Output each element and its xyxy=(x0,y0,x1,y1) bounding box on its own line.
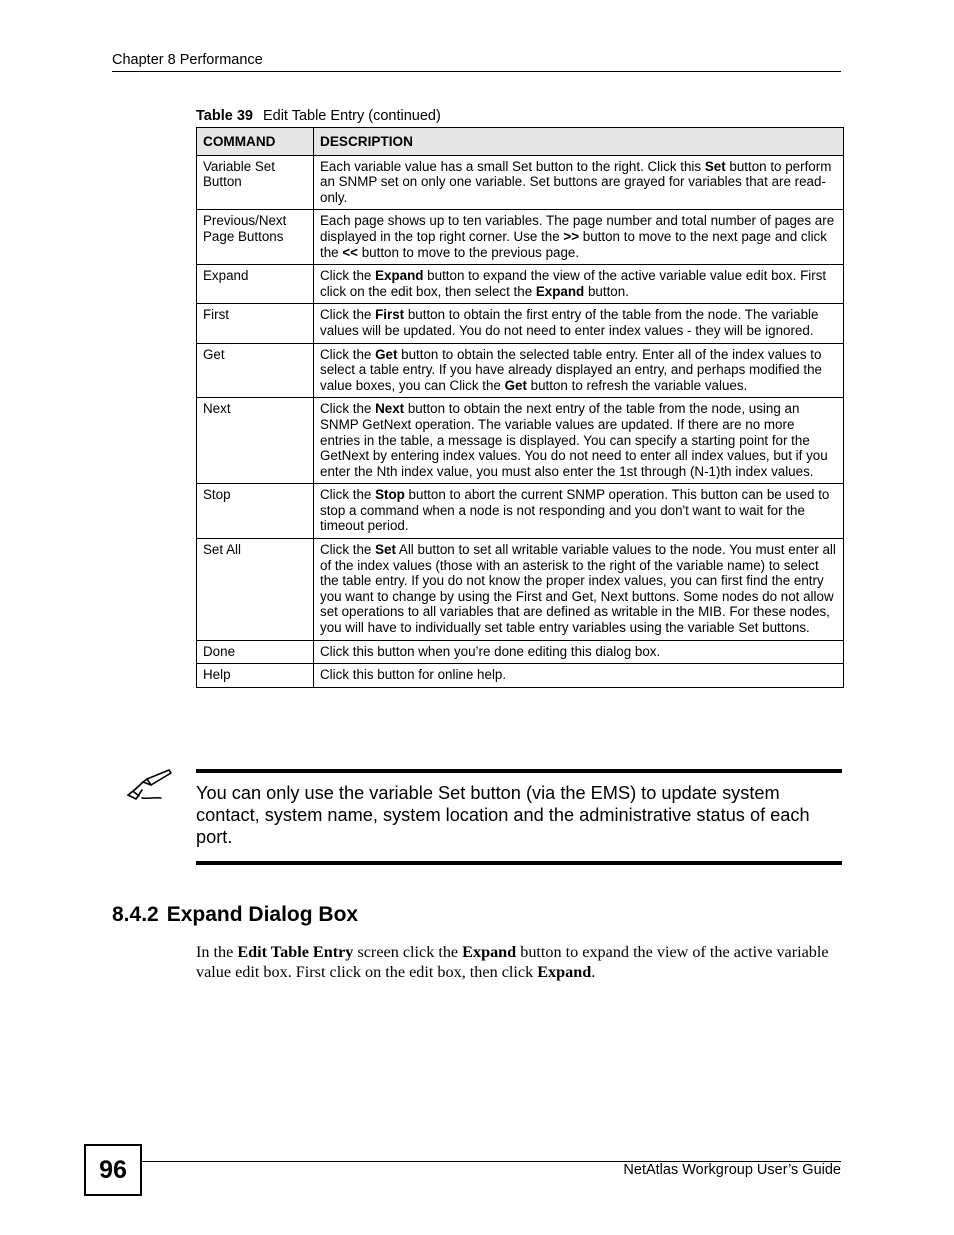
bold-run: Set xyxy=(704,158,726,174)
description-cell xyxy=(314,664,844,688)
text-run: button to obtain the first entry of the table from the node. The variable values will be updated. You do not need to enter index values - they will be ignored. xyxy=(320,307,819,338)
text-run: button to obtain the next entry of the table from the node, using an SNMP GetNext operation. The variable values are updated. If there are no more entries in the table, a message is displayed. You can specify a starting point for the GetNext by entering index values. You do not need to enter all index values, but if you enter the Nth index value, you must also enter the 1st through (N-1)th index values. xyxy=(320,401,828,479)
text-run: Click the xyxy=(320,268,376,284)
text-run: button. xyxy=(584,283,629,299)
bold-run: Next xyxy=(375,401,405,417)
text-run: Click the xyxy=(320,542,376,558)
text-run: Click this button when you’re done editing this dialog box. xyxy=(320,643,661,659)
text-run: button to obtain the selected table entry. Enter all of the index values to select a table entry. If you have already displayed an entry, and perhaps modified the value boxes, you can Click the xyxy=(320,346,822,393)
table-row xyxy=(197,398,844,484)
table-row xyxy=(197,343,844,398)
table-row xyxy=(197,484,844,539)
text-run: button to expand the view of the active variable value edit box. First click on the edit box, then click xyxy=(196,943,829,981)
text-run: Each variable value has a small Set button to the right. Click this xyxy=(320,158,705,174)
text-run: button to move to the previous page. xyxy=(357,244,580,260)
text-run: Click this button for online help. xyxy=(320,667,507,683)
text-run: In the xyxy=(196,943,238,961)
command-cell: Expand xyxy=(197,265,314,304)
footer-guide-title: NetAtlas Workgroup User’s Guide xyxy=(623,1162,841,1178)
section-number: 8.4.2 xyxy=(112,903,159,926)
text-run: All button to set all writable variable values to the node. You must enter all of the index values (those with an asterisk to the right of the variable name) to select the table entry. If you do not know the proper index values, you can first find the entry you want to change by using the First and Get, Next buttons. Some nodes do not allow set operations to all variables that are defined as writable in the MIB. For these nodes, you will have to individually set table entry variables using the variable Set buttons. xyxy=(320,542,836,636)
bold-run: First xyxy=(375,307,405,323)
column-header-description: DESCRIPTION xyxy=(314,128,844,156)
description-cell xyxy=(314,539,844,641)
table-row xyxy=(197,539,844,641)
bold-run: Stop xyxy=(375,487,405,503)
description-cell xyxy=(314,304,844,343)
description-cell xyxy=(314,640,844,664)
note-top-rule xyxy=(196,769,842,773)
table-row xyxy=(197,210,844,265)
bold-run: Get xyxy=(504,377,527,393)
note-text: You can only use the variable Set button (via the EMS) to update system contact, system name, system location and the administrative status of each port. xyxy=(196,783,810,847)
table-row xyxy=(197,664,844,688)
note-pencil-icon xyxy=(125,768,173,802)
table-row xyxy=(197,640,844,664)
description-cell xyxy=(314,398,844,484)
table-body xyxy=(197,155,844,687)
command-cell: Stop xyxy=(197,484,314,539)
text-run: Click the xyxy=(320,307,376,323)
table-header-row xyxy=(197,128,844,156)
command-cell: First xyxy=(197,304,314,343)
text-run: Click the xyxy=(320,346,376,362)
bold-run: Get xyxy=(375,346,398,362)
bold-run: Edit Table Entry xyxy=(237,943,354,961)
text-run: button to abort the current SNMP operation. This button can be used to stop a command when a node is not responding and you don't want to wait for the timeout period. xyxy=(320,487,830,534)
command-cell: Previous/Next Page Buttons xyxy=(197,210,314,265)
page-number: 96 xyxy=(99,1155,127,1184)
table-caption-label: Table 39 xyxy=(196,108,253,124)
bold-run: Expand xyxy=(375,268,424,284)
text-run: button to perform an SNMP set on only one variable. Set buttons are grayed for variables that are read-only. xyxy=(320,158,832,205)
table-row xyxy=(197,265,844,304)
text-run: button to refresh the variable values. xyxy=(526,377,748,393)
command-cell: Done xyxy=(197,640,314,664)
command-cell: Set All xyxy=(197,539,314,641)
table-caption xyxy=(196,108,441,124)
description-cell xyxy=(314,484,844,539)
text-run: Each page shows up to ten variables. The page number and total number of pages are displayed in the top right corner. Use the xyxy=(320,213,835,244)
header-divider xyxy=(112,71,841,72)
text-run: button to move to the next page and click the xyxy=(320,228,827,260)
description-cell xyxy=(314,155,844,210)
bold-run: Expand xyxy=(537,963,592,981)
description-cell xyxy=(314,210,844,265)
description-cell xyxy=(314,265,844,304)
bold-run: << xyxy=(342,244,358,260)
text-run: . xyxy=(591,963,596,981)
note-bottom-rule xyxy=(196,861,842,865)
section-paragraph xyxy=(196,942,836,982)
text-run: Click the xyxy=(320,401,376,417)
command-cell: Help xyxy=(197,664,314,688)
command-cell: Get xyxy=(197,343,314,398)
command-cell: Variable Set Button xyxy=(197,155,314,210)
table-row xyxy=(197,155,844,210)
text-run: screen click the xyxy=(353,943,463,961)
text-run: Click the xyxy=(320,487,376,503)
command-cell: Next xyxy=(197,398,314,484)
column-header-command: COMMAND xyxy=(197,128,314,156)
table-caption-title: Edit Table Entry (continued) xyxy=(262,108,441,124)
section-title: Expand Dialog Box xyxy=(166,903,359,926)
bold-run: Expand xyxy=(462,943,517,961)
edit-table-entry-table xyxy=(196,127,844,688)
bold-run: >> xyxy=(563,228,580,244)
description-cell xyxy=(314,343,844,398)
bold-run: Set xyxy=(375,542,396,558)
page-number-box xyxy=(84,1144,142,1196)
table-row xyxy=(197,304,844,343)
running-header: Chapter 8 Performance xyxy=(112,52,263,68)
bold-run: Expand xyxy=(535,283,585,299)
text-run: button to expand the view of the active variable value edit box. First click on the edit box, then select the xyxy=(320,268,827,299)
section-heading xyxy=(112,903,358,927)
